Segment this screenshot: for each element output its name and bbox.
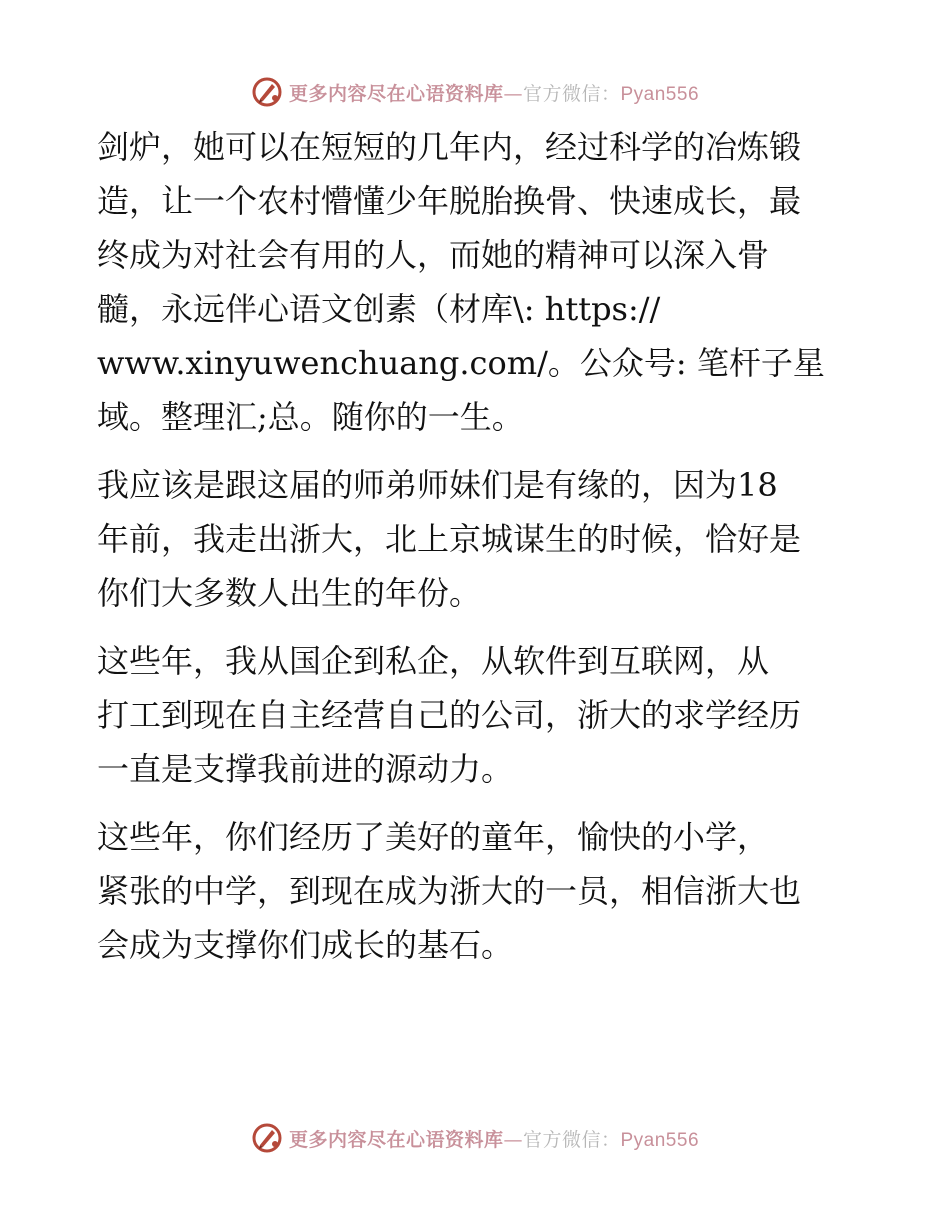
text-line: 域。整理汇;总。随你的一生。 — [97, 398, 524, 436]
paragraph-3 — [97, 634, 857, 796]
footer-banner — [0, 1118, 950, 1158]
text-line: 终成为对社会有用的人，而她的精神可以深入骨 — [97, 236, 770, 274]
header-dash: — — [503, 82, 523, 105]
footer-text — [289, 1125, 699, 1152]
footer-banner-inner — [251, 1122, 699, 1154]
header-text — [289, 79, 699, 106]
paragraph-gap — [97, 620, 857, 634]
text-line: 造，让一个农村懵懂少年脱胎换骨、快速成长，最 — [97, 182, 802, 220]
paragraph-gap — [97, 444, 857, 458]
paragraph-4 — [97, 810, 857, 972]
footer-wechat-label: 官方微信： — [522, 1128, 621, 1151]
footer-dash: — — [503, 1128, 523, 1151]
text-line: 这些年，你们经历了美好的童年，愉快的小学， — [97, 818, 770, 856]
text-line: www.xinyuwenchuang.com/。公众号: 笔杆子星 — [97, 344, 825, 382]
pen-logo-icon — [251, 76, 283, 108]
footer-wechat-id: Pyan556 — [620, 1129, 700, 1151]
footer-brand-text: 更多内容尽在心语资料库 — [288, 1128, 504, 1151]
text-line: 我应该是跟这届的师弟师妹们是有缘的，因为18 — [97, 466, 778, 504]
text-line: 髓，永远伴心语文创素（材库\: https:// — [97, 290, 661, 328]
header-banner — [0, 72, 950, 112]
document-body — [97, 120, 857, 972]
paragraph-gap — [97, 796, 857, 810]
pen-logo-icon — [251, 1122, 283, 1154]
paragraph-1 — [97, 120, 857, 444]
text-line: 这些年，我从国企到私企，从软件到互联网，从 — [97, 642, 770, 680]
text-line: 剑炉，她可以在短短的几年内，经过科学的冶炼锻 — [97, 128, 802, 166]
header-banner-inner — [251, 76, 699, 108]
header-brand-text: 更多内容尽在心语资料库 — [288, 82, 504, 105]
text-line: 年前，我走出浙大，北上京城谋生的时候，恰好是 — [97, 520, 802, 558]
text-line: 紧张的中学，到现在成为浙大的一员，相信浙大也 — [97, 872, 802, 910]
text-line: 你们大多数人出生的年份。 — [97, 574, 482, 612]
paragraph-2 — [97, 458, 857, 620]
header-wechat-id: Pyan556 — [620, 83, 700, 105]
text-line: 打工到现在自主经营自己的公司，浙大的求学经历 — [97, 696, 802, 734]
text-line: 会成为支撑你们成长的基石。 — [97, 926, 514, 964]
header-wechat-label: 官方微信： — [522, 82, 621, 105]
text-line: 一直是支撑我前进的源动力。 — [97, 750, 514, 788]
